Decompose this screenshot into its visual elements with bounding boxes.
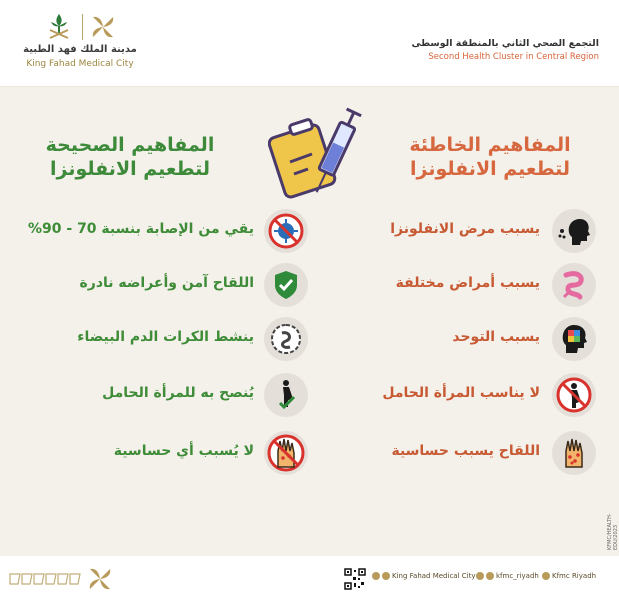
footer <box>0 556 619 599</box>
misconception-text: اللقاح يسبب حساسية <box>391 443 540 459</box>
facts-title-line2: لتطعيم الانفلونزا <box>50 157 210 180</box>
misconceptions-title-line2: لتطعيم الانفلونزا <box>410 157 570 180</box>
footer-twitter-text: Kfmc Riyadh <box>552 572 597 580</box>
facts-title-line1: المفاهيم الصحيحة <box>45 134 215 156</box>
pregnant-check-icon <box>264 373 308 417</box>
rash-hand-icon <box>552 431 596 475</box>
footer-social-link[interactable] <box>476 572 539 580</box>
logo-arabic: مدينة الملك فهد الطبية <box>23 44 137 55</box>
facts-title <box>30 134 230 182</box>
twitter-icon <box>542 572 550 580</box>
fact-row <box>8 316 318 362</box>
misconception-text: يسبب التوحد <box>452 329 540 345</box>
no-pregnant-icon <box>552 373 596 417</box>
web-icon <box>372 572 380 580</box>
instagram-icon <box>476 572 484 580</box>
footer-logo-icon <box>8 566 120 592</box>
kfmc-clover-icon <box>90 14 116 40</box>
cluster-english: Second Health Cluster in Central Region <box>428 52 599 62</box>
misconception-text: يسبب مرض الانفلونزا <box>390 221 540 237</box>
qr-code-icon[interactable] <box>344 568 366 590</box>
header <box>0 0 619 86</box>
fact-text: ينشط الكرات الدم البيضاء <box>77 329 254 345</box>
fact-row <box>8 372 318 418</box>
puzzle-head-icon <box>552 317 596 361</box>
kfmc-logo <box>16 12 146 72</box>
cluster-name <box>339 38 599 62</box>
no-virus-icon <box>264 209 308 253</box>
misconceptions-title-line1: المفاهيم الخاطئة <box>409 134 571 156</box>
side-code-text: KFMC/HEALTH-EDU/2023 <box>607 513 619 550</box>
misconception-text: لا يناسب المرأة الحامل <box>382 385 540 401</box>
cluster-arabic: التجمع الصحي الثاني بالمنطقة الوسطى <box>411 38 599 49</box>
side-code <box>607 500 617 550</box>
white-cell-icon <box>264 317 308 361</box>
fact-text: يُنصح به للمرأة الحامل <box>102 385 254 401</box>
fact-text: لا يُسبب أي حساسية <box>113 443 254 459</box>
footer-kfmc-link[interactable] <box>372 572 475 580</box>
misconception-row <box>330 208 616 254</box>
misconceptions-title <box>390 134 590 182</box>
misconception-text: يسبب أمراض مختلفة <box>395 275 540 291</box>
misconception-row <box>330 430 616 476</box>
saudi-emblem-icon <box>46 12 72 42</box>
fact-row <box>8 262 318 308</box>
snapchat-icon <box>486 572 494 580</box>
fact-text: اللقاح آمن وأعراضه نادرة <box>79 275 254 291</box>
intestine-icon <box>552 263 596 307</box>
misconception-row <box>330 316 616 362</box>
fact-row <box>8 430 318 476</box>
vaccine-clipboard-icon <box>268 100 364 210</box>
coughing-head-icon <box>552 209 596 253</box>
footer-social-text: kfmc_riyadh <box>496 572 539 580</box>
no-rash-hand-icon <box>264 431 308 475</box>
footer-kfmc-text: King Fahad Medical City <box>392 572 476 580</box>
misconception-row <box>330 262 616 308</box>
footer-twitter-link[interactable] <box>542 572 596 580</box>
fact-text: يقي من الإصابة بنسبة 70 - 90% <box>27 221 254 237</box>
youtube-icon <box>382 572 390 580</box>
shield-check-icon <box>264 263 308 307</box>
fact-row <box>8 208 318 254</box>
logo-english: King Fahad Medical City <box>26 59 134 69</box>
misconception-row <box>330 372 616 418</box>
